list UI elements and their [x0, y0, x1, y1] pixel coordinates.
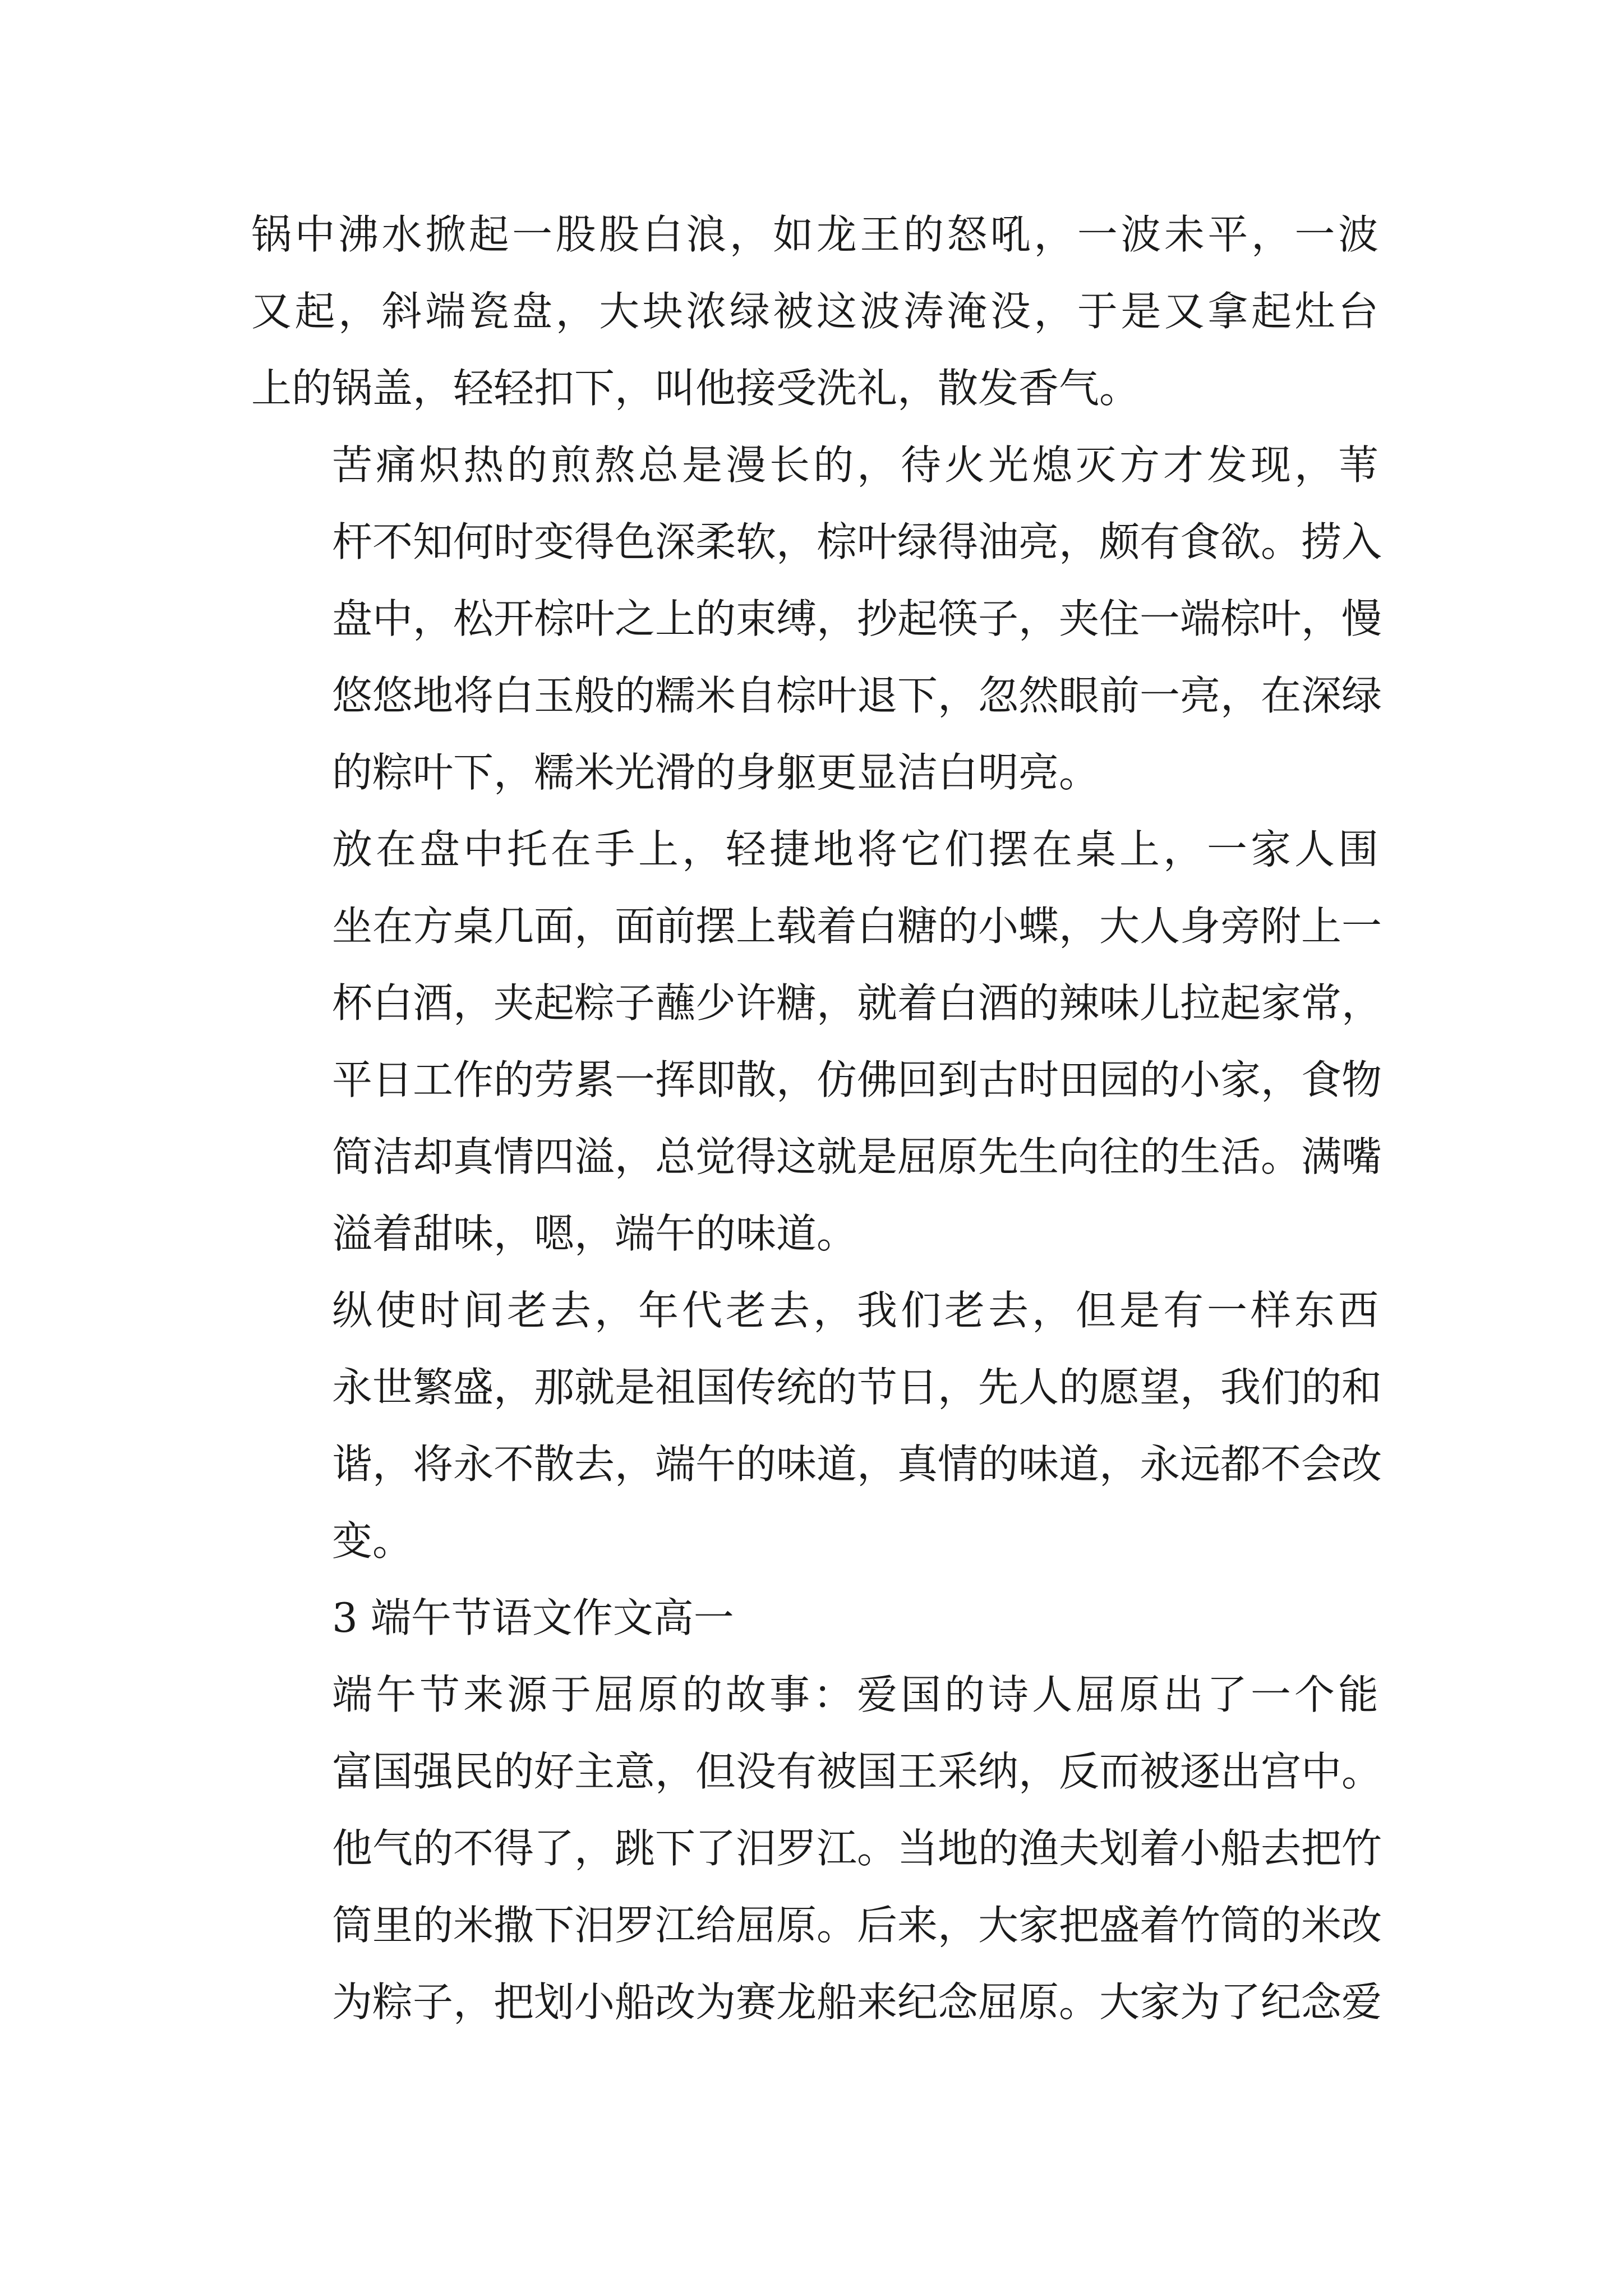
- section-heading: 3 端午节语文作文高一: [332, 1594, 734, 1641]
- paragraph-line: 变。: [332, 1517, 413, 1565]
- paragraph-line: 为粽子，把划小船改为赛龙船来纪念屈原。大家为了纪念爱: [332, 1978, 1382, 2026]
- paragraph-line: 盘中，松开棕叶之上的束缚，抄起筷子，夹住一端棕叶，慢: [332, 595, 1382, 642]
- paragraph-line: 平日工作的劳累一挥即散，仿佛回到古时田园的小家，食物: [332, 1056, 1382, 1103]
- paragraph-3: [251, 811, 1382, 1272]
- paragraph-line: 溢着甜味，嗯，端午的味道。: [332, 1210, 857, 1257]
- paragraph-5: [251, 1657, 1382, 2041]
- paragraph-line: 坐在方桌几面，面前摆上载着白糖的小蝶，大人身旁附上一: [332, 903, 1382, 950]
- paragraph-1: [251, 196, 1378, 427]
- paragraph-line: 筒里的米撒下汨罗江给屈原。后来，大家把盛着竹筒的米改: [332, 1902, 1382, 1949]
- paragraph-line: 苦痛炽热的煎熬总是漫长的，待火光熄灭方才发现，苇: [332, 441, 1378, 489]
- paragraph-line: 的粽叶下，糯米光滑的身躯更显洁白明亮。: [332, 749, 1100, 796]
- paragraph-line: 他气的不得了，跳下了汨罗江。当地的渔夫划着小船去把竹: [332, 1825, 1382, 1872]
- paragraph-line: 杯白酒，夹起粽子蘸少许糖，就着白酒的辣味儿拉起家常，: [332, 979, 1382, 1027]
- paragraph-4: [251, 1272, 1382, 1580]
- paragraph-line: 简洁却真情四溢，总觉得这就是屈原先生向往的生活。满嘴: [332, 1133, 1382, 1180]
- paragraph-2: [251, 427, 1382, 811]
- paragraph-line: 放在盘中托在手上，轻捷地将它们摆在桌上，一家人围: [332, 826, 1378, 873]
- paragraph-line: 锅中沸水掀起一股股白浪，如龙王的怒吼，一波未平，一波: [251, 211, 1378, 258]
- paragraph-line: 纵使时间老去，年代老去，我们老去，但是有一样东西: [332, 1287, 1378, 1334]
- paragraph-line: 又起，斜端瓷盘，大块浓绿被这波涛淹没，于是又拿起灶台: [251, 288, 1378, 335]
- paragraph-line: 上的锅盖，轻轻扣下，叫他接受洗礼，散发香气。: [251, 365, 1140, 412]
- paragraph-line: 杆不知何时变得色深柔软，棕叶绿得油亮，颇有食欲。捞入: [332, 518, 1382, 565]
- paragraph-line: 永世繁盛，那就是祖国传统的节日，先人的愿望，我们的和: [332, 1364, 1382, 1411]
- document-body: [251, 196, 1382, 2041]
- paragraph-line: 悠悠地将白玉般的糯米自棕叶退下，忽然眼前一亮，在深绿: [332, 672, 1382, 719]
- paragraph-line: 端午节来源于屈原的故事：爱国的诗人屈原出了一个能: [332, 1671, 1378, 1718]
- paragraph-line: 谐，将永不散去，端午的味道，真情的味道，永远都不会改: [332, 1441, 1382, 1488]
- paragraph-line: 富国强民的好主意，但没有被国王采纳，反而被逐出宫中。: [332, 1748, 1382, 1795]
